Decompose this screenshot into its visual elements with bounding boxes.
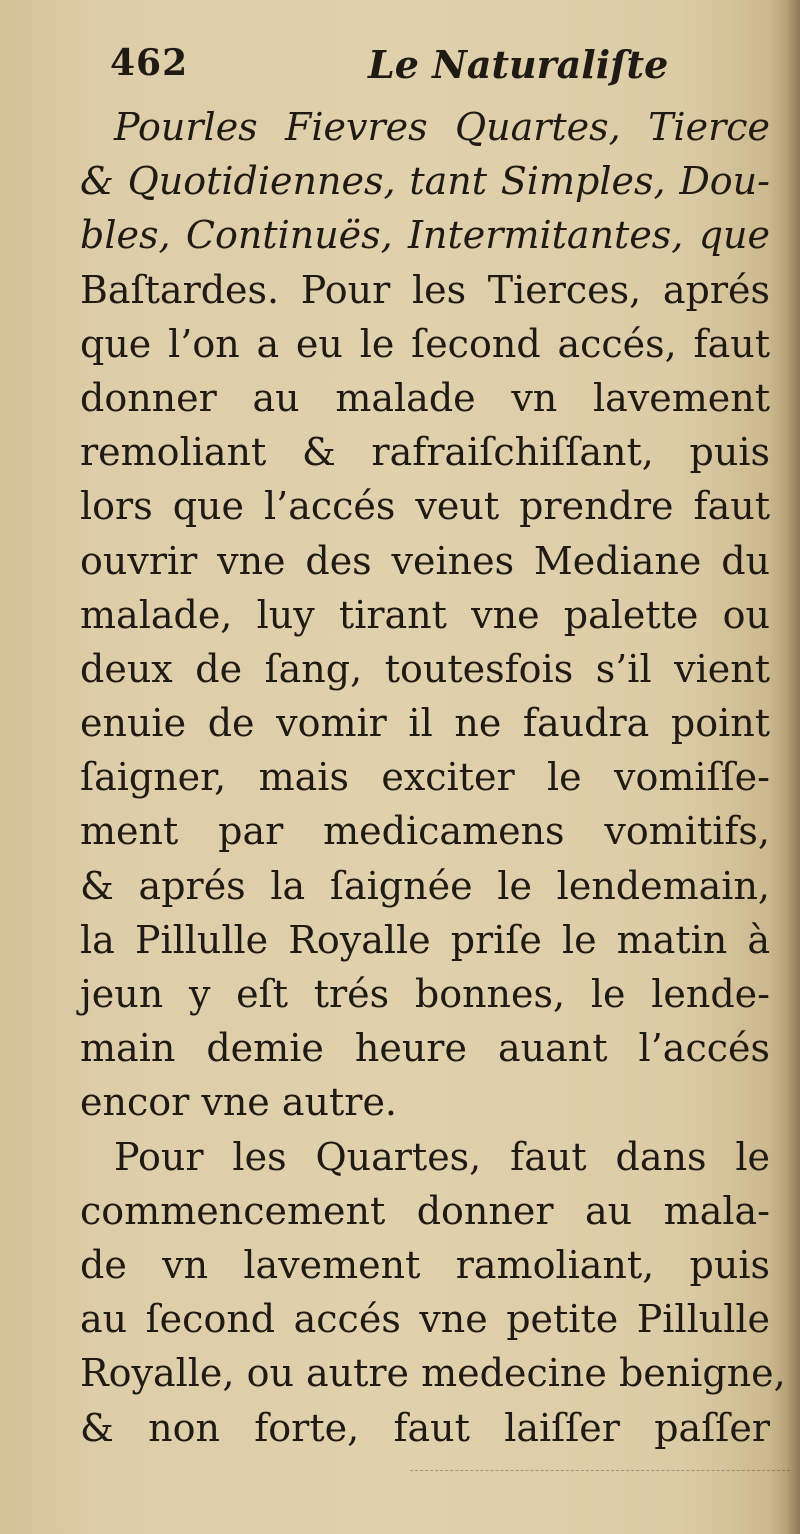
text-line: main demie heure auant l’accés bbox=[80, 1026, 770, 1071]
text-line: ſaigner, mais exciter le vomiſſe- bbox=[80, 755, 770, 800]
running-title: Le Naturaliſte bbox=[368, 42, 669, 87]
page-header bbox=[110, 42, 730, 92]
text-line: jeun y eſt trés bonnes, le lende- bbox=[80, 972, 770, 1016]
text-line: que l’on a eu le ſecond accés, faut bbox=[80, 321, 770, 366]
text-line: Pour les Quartes, faut dans le bbox=[114, 1134, 770, 1179]
text-line: & aprés la ſaignée le lendemain, bbox=[80, 863, 770, 908]
text-line: malade, luy tirant vne palette ou bbox=[80, 592, 770, 637]
page-edge-shadow bbox=[786, 0, 800, 1534]
text-line: deux de ſang, toutesfois s’il vient bbox=[80, 646, 770, 691]
text-line: lors que l’accés veut prendre faut bbox=[80, 484, 770, 529]
text-line: & non forte, faut laiſſer paſſer bbox=[80, 1405, 770, 1450]
text-line: la Pillulle Royalle priſe le matin à bbox=[80, 917, 770, 962]
text-line: commencement donner au mala- bbox=[80, 1188, 770, 1233]
page-bottom-mark bbox=[410, 1470, 790, 1473]
text-line: & Quotidiennes, tant Simples, Dou- bbox=[80, 159, 770, 204]
text-line: de vn lavement ramoliant, puis bbox=[80, 1242, 770, 1287]
text-line: au ſecond accés vne petite Pillulle bbox=[80, 1297, 770, 1342]
text-line: ouvrir vne des veines Mediane du bbox=[80, 538, 770, 583]
text-line: Royalle, ou autre medecine benigne, bbox=[80, 1351, 786, 1396]
text-line: ment par medicamens vomitifs, bbox=[80, 809, 770, 854]
text-line: encor vne autre. bbox=[80, 1080, 398, 1125]
text-line: bles, Continuës, Intermitantes, que bbox=[80, 213, 770, 258]
text-line: Pourles Fievres Quartes, Tierce bbox=[114, 105, 770, 149]
text-line: remoliant & rafraiſchiſſant, puis bbox=[80, 430, 770, 475]
page-number: 462 bbox=[110, 42, 189, 84]
text-line: donner au malade vn lavement bbox=[80, 375, 770, 420]
text-line: Baſtardes. Pour les Tierces, aprés bbox=[80, 267, 770, 312]
body-text bbox=[80, 100, 786, 1455]
text-line: enuie de vomir il ne faudra point bbox=[80, 701, 770, 746]
